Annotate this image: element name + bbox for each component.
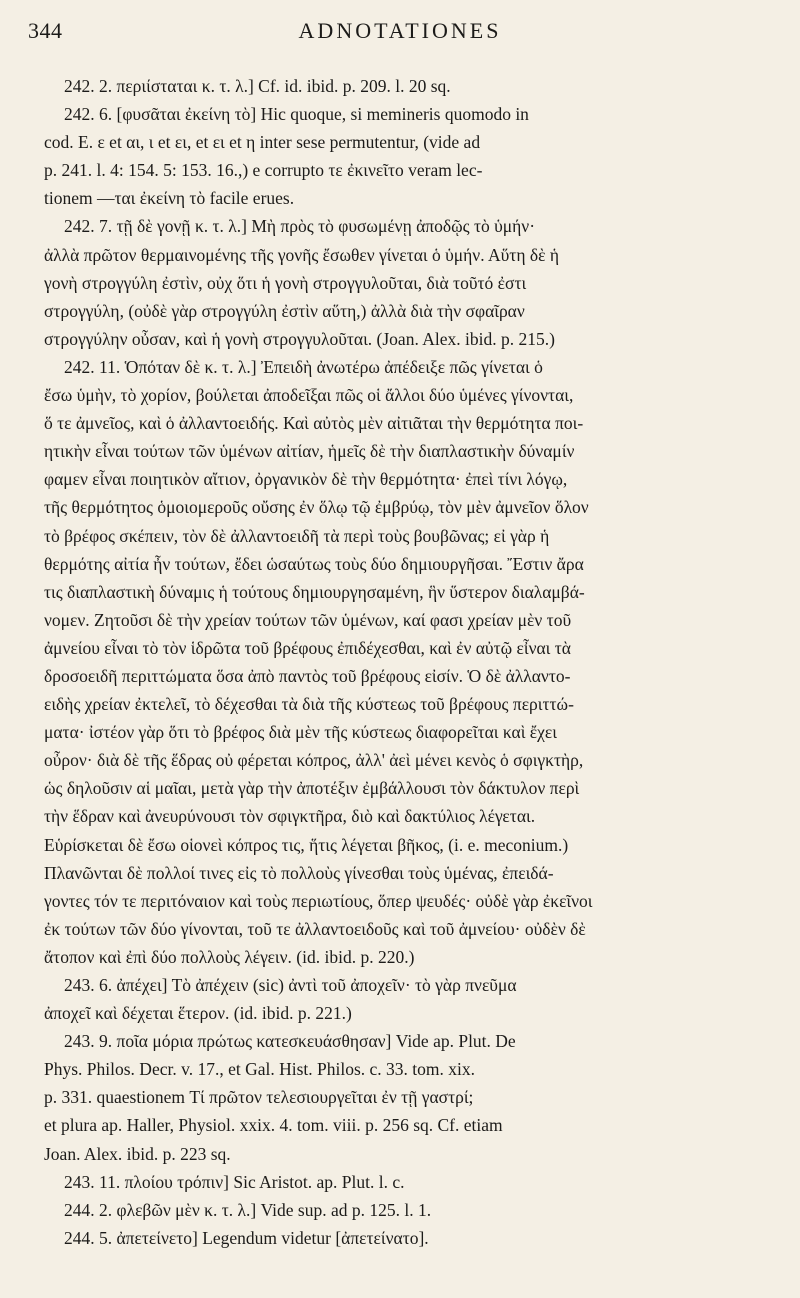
text-line: ἔσω ὑμὴν, τὸ χορίον, βούλεται ἀποδεῖξαι πῶς οἱ ἄλλοι δύο ὑμένες γίνονται, (44, 385, 574, 406)
text-line: cod. E. ε et αι, ι et ει, et ει et η inter sese permutentur, (vide ad (44, 132, 481, 153)
text-line: tionem —ται ἐκείνη τὸ facile erues. (44, 188, 295, 209)
text-line: ματα· ἰστέον γὰρ ὅτι τὸ βρέφος διὰ μὲν τῆς κύστεως διαφορεῖται καὶ ἔχει (44, 722, 557, 743)
text-line: γονὴ στρογγύλη ἐστὶν, οὐχ ὅτι ἡ γονὴ στρογγυλοῦται, διὰ τοῦτό ἐστι (44, 272, 527, 293)
text-line: Πλανῶνται δὲ πολλοί τινες εἰς τὸ πολλοὺς γίνεσθαι τοὺς ὑμένας, ἐπειδά- (44, 862, 554, 883)
text-line: στρογγύλη, (οὐδὲ γὰρ στρογγύλη ἐστὶν αὕτη,) ἀλλὰ διὰ τὴν σφαῖραν (44, 300, 525, 321)
text-line: τις διαπλαστικὴ δύναμις ἡ τούτους δημιουργησαμένη, ἣν ὕστερον διαλαμβά- (44, 581, 585, 602)
text-line: et plura ap. Haller, Physiol. xxix. 4. tom. viii. p. 256 sq. Cf. etiam (44, 1115, 503, 1136)
text-line: 242. 2. περιίσταται κ. τ. λ.] Cf. id. ibid. p. 209. l. 20 sq. (64, 76, 451, 96)
text-line: τὸ βρέφος σκέπειν, τὸν δὲ ἀλλαντοειδῆ τὰ περὶ τοὺς βουβῶνας; εἰ γὰρ ἡ (44, 525, 550, 546)
text-line: στρογγύλην οὖσαν, καὶ ἡ γονὴ στρογγυλοῦται. (Joan. Alex. ibid. p. 215.) (44, 328, 555, 349)
text-line: p. 331. quaestionem Τί πρῶτον τελεσιουργεῖται ἐν τῇ γαστρί; (44, 1087, 474, 1108)
text-line: 244. 5. ἀπετείνετο] Legendum videtur [ἀπετείνατο]. (64, 1227, 429, 1248)
text-line: ειδὴς χρείαν ἐκτελεῖ, τὸ δέχεσθαι τὰ διὰ τῆς κύστεως τοῦ βρέφους περιττώ- (44, 694, 574, 715)
text-line: p. 241. l. 4: 154. 5: 153. 16.,) e corrupto τε ἐκινεῖτο veram lec- (44, 160, 483, 181)
text-line: 243. 11. πλοίου τρόπιν] Sic Aristot. ap. Plut. l. c. (64, 1171, 405, 1192)
text-line: 243. 6. ἀπέχει] Τὸ ἀπέχειν (sic) ἀντὶ τοῦ ἀποχεῖν· τὸ γὰρ πνεῦμα (64, 975, 517, 995)
text-line: ἀμνείου εἶναι τὸ τὸν ἱδρῶτα τοῦ βρέφους ἐπιδέχεσθαι, καὶ ἐν αὐτῷ εἶναι τὰ (44, 637, 571, 658)
text-line: 242. 7. τῇ δὲ γονῇ κ. τ. λ.] Μὴ πρὸς τὸ φυσωμένῃ ἀποδῷς τὸ ὑμήν· (64, 216, 536, 237)
text-line: θερμότης αἰτία ἦν τούτων, ἔδει ὡσαύτως τοὺς δύο δημιουργῆσαι. Ἔστιν ἄρα (44, 553, 584, 574)
text-line: 244. 2. φλεβῶν μὲν κ. τ. λ.] Vide sup. ad p. 125. l. 1. (64, 1199, 432, 1220)
text-line: Εὑρίσκεται δὲ ἔσω οἱονεὶ κόπρος τις, ἥτις λέγεται βῆκος, (i. e. meconium.) (44, 834, 569, 855)
text-line: νομεν. Ζητοῦσι δὲ τὴν χρείαν τούτων τῶν ὑμένων, καί φασι χρείαν μὲν τοῦ (44, 609, 572, 630)
text-line: Joan. Alex. ibid. p. 223 sq. (44, 1143, 231, 1164)
text-line: τῆς θερμότητος ὁμοιομεροῦς οὔσης ἐν ὅλῳ τῷ ἐμβρύῳ, τὸν μὲν ἀμνεῖον ὅλον (44, 497, 589, 518)
text-line: ἀλλὰ πρῶτον θερμαινομένης τῆς γονῆς ἔσωθεν γίνεται ὁ ὑμήν. Αὕτη δὲ ἡ (44, 244, 559, 265)
text-line: ἄτοπον καὶ ἐπὶ δύο πολλοὺς λέγειν. (id. ibid. p. 220.) (44, 946, 415, 967)
text-line: δροσοειδῆ περιττώματα ὅσα ἀπὸ παντὸς τοῦ βρέφους εἰσίν. Ὁ δὲ ἀλλαντο- (44, 665, 571, 686)
text-line: Phys. Philos. Decr. v. 17., et Gal. Hist. Philos. c. 33. tom. xix. (44, 1059, 476, 1080)
text-line: γοντες τόν τε περιτόναιον καὶ τοὺς περιωτίους, ὅπερ ψευδές· οὐδὲ γὰρ ἐκεῖνοι (44, 890, 593, 911)
text-line: 242. 11. Ὁπόταν δὲ κ. τ. λ.] Ἐπειδὴ ἀνωτέρω ἀπέδειξε πῶς γίνεται ὁ (64, 356, 543, 377)
text-line: φαμεν εἶναι ποιητικὸν αἴτιον, ὀργανικὸν δὲ τὴν θερμότητα· ἐπεὶ τίνι λόγῳ, (44, 469, 568, 490)
text-line: ἀποχεῖ καὶ δέχεται ἕτερον. (id. ibid. p. 221.) (44, 1003, 352, 1024)
text-line: ητικὴν εἶναι τούτων τῶν ὑμένων αἰτίαν, ἡμεῖς δὲ τὴν διαπλαστικὴν δύναμίν (44, 441, 575, 462)
text-line: ὅ τε ἀμνεῖος, καὶ ὁ ἀλλαντοειδής. Καὶ αὐτὸς μὲν αἰτιᾶται τὴν θερμότητα ποι- (44, 413, 584, 434)
running-head: ADNOTATIONES (298, 18, 502, 43)
text-line: 242. 6. [φυσᾶται ἐκείνη τὸ] Hic quoque, si memineris quomodo in (64, 104, 529, 125)
text-line: οὖρον· διὰ δὲ τῆς ἕδρας οὐ φέρεται κόπρος, ἀλλ' ἀεὶ μένει κενὸς ὁ σφιγκτὴρ, (44, 750, 584, 771)
text-line: ὡς δηλοῦσιν αἱ μαῖαι, μετὰ γὰρ τὴν ἀποτέξιν ἐμβάλλουσι τὸν δάκτυλον περὶ (44, 778, 580, 799)
annotations-body (44, 72, 762, 1252)
text-line: ἐκ τούτων τῶν δύο γίνονται, τοῦ τε ἀλλαντοειδοῦς καὶ τοῦ ἀμνείου· οὐδὲν δὲ (44, 918, 586, 939)
text-line: τὴν ἕδραν καὶ ἀνευρύνουσι τὸν σφιγκτῆρα, διὸ καὶ δακτύλιος λέγεται. (44, 806, 536, 827)
page-number: 344 (28, 18, 63, 43)
text-line: 243. 9. ποῖα μόρια πρώτως κατεσκευάσθησαν] Vide ap. Plut. De (64, 1031, 516, 1052)
page-header (28, 18, 772, 50)
